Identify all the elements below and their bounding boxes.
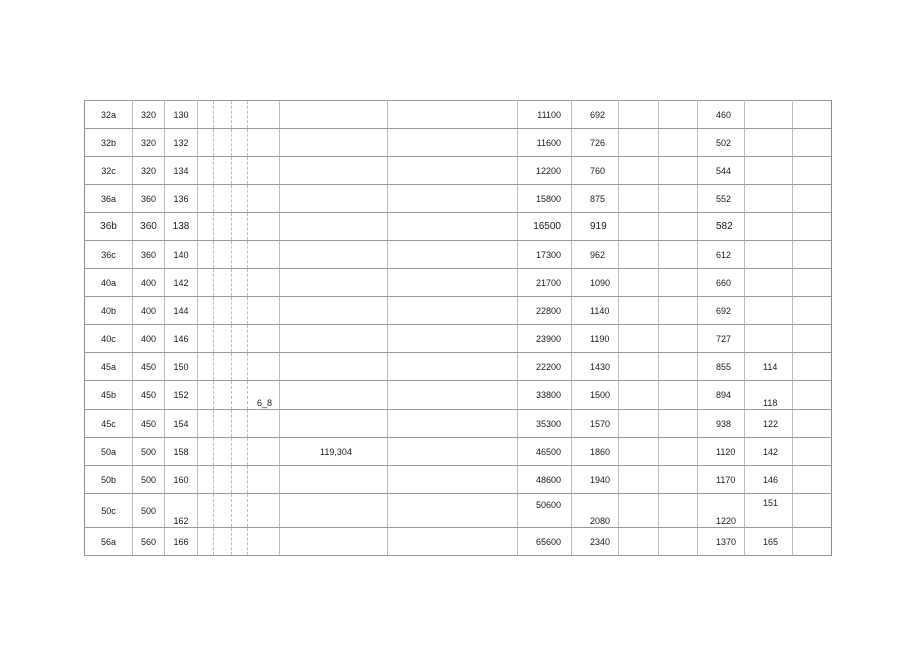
cell-height: 450 <box>133 381 165 410</box>
cell-wx: 1570 <box>572 410 619 438</box>
cell-iy: 582 <box>698 213 745 241</box>
cell-iy: 544 <box>698 157 745 185</box>
cell-empty <box>248 466 280 494</box>
cell-ix: 11600 <box>518 129 572 157</box>
cell-empty <box>214 241 232 269</box>
cell-iy: 894 <box>698 381 745 410</box>
cell-iy: 938 <box>698 410 745 438</box>
cell-model: 50b <box>85 466 133 494</box>
cell-height: 400 <box>133 325 165 353</box>
steel-section-table <box>84 100 832 556</box>
cell-empty <box>619 213 659 241</box>
cell-empty <box>619 466 659 494</box>
cell-ix: 16500 <box>518 213 572 241</box>
cell-model: 36a <box>85 185 133 213</box>
cell-wx: 962 <box>572 241 619 269</box>
cell-empty <box>232 325 248 353</box>
cell-wx: 1860 <box>572 438 619 466</box>
cell-empty <box>198 297 214 325</box>
table-row <box>85 129 832 157</box>
cell-empty <box>198 466 214 494</box>
cell-empty <box>793 213 832 241</box>
cell-flange-width: 146 <box>165 325 198 353</box>
cell-empty <box>388 269 518 297</box>
cell-height: 320 <box>133 157 165 185</box>
cell-empty <box>232 494 248 528</box>
cell-wy <box>745 101 793 129</box>
cell-empty <box>619 528 659 556</box>
cell-empty <box>619 410 659 438</box>
cell-empty <box>214 528 232 556</box>
thickness-annotation: 6_8 <box>257 398 273 408</box>
cell-empty <box>793 157 832 185</box>
cell-iy: 612 <box>698 241 745 269</box>
cell-empty <box>793 438 832 466</box>
cell-empty <box>659 129 698 157</box>
cell-empty <box>198 410 214 438</box>
cell-model: 32a <box>85 101 133 129</box>
cell-empty <box>619 129 659 157</box>
cell-empty <box>232 129 248 157</box>
cell-wy <box>745 325 793 353</box>
cell-empty <box>214 494 232 528</box>
cell-wy <box>745 241 793 269</box>
cell-empty <box>214 325 232 353</box>
cell-empty <box>388 381 518 410</box>
cell-wy: 146 <box>745 466 793 494</box>
cell-empty <box>248 213 280 241</box>
cell-empty <box>619 325 659 353</box>
cell-model: 40c <box>85 325 133 353</box>
cell-empty <box>214 353 232 381</box>
cell-empty <box>659 101 698 129</box>
cell-empty <box>232 353 248 381</box>
cell-ix: 35300 <box>518 410 572 438</box>
cell-ix: 21700 <box>518 269 572 297</box>
cell-flange-width: 130 <box>165 101 198 129</box>
cell-empty <box>280 410 388 438</box>
cell-iy: 727 <box>698 325 745 353</box>
cell-empty <box>388 297 518 325</box>
cell-flange-width: 134 <box>165 157 198 185</box>
cell-wx: 1940 <box>572 466 619 494</box>
cell-empty <box>248 353 280 381</box>
cell-empty <box>248 528 280 556</box>
cell-model: 45a <box>85 353 133 381</box>
cell-ix: 17300 <box>518 241 572 269</box>
cell-empty <box>198 269 214 297</box>
cell-empty <box>248 269 280 297</box>
cell-iy: 460 <box>698 101 745 129</box>
cell-height: 320 <box>133 101 165 129</box>
table-row <box>85 213 832 241</box>
cell-empty <box>280 466 388 494</box>
cell-empty <box>280 129 388 157</box>
cell-empty <box>793 466 832 494</box>
cell-empty <box>388 213 518 241</box>
cell-empty <box>214 129 232 157</box>
cell-empty <box>214 157 232 185</box>
cell-empty <box>280 213 388 241</box>
cell-empty <box>214 101 232 129</box>
cell-empty <box>659 528 698 556</box>
cell-flange-width: 140 <box>165 241 198 269</box>
cell-empty <box>793 410 832 438</box>
cell-empty <box>280 353 388 381</box>
cell-empty <box>619 157 659 185</box>
cell-empty <box>388 101 518 129</box>
cell-empty <box>198 528 214 556</box>
cell-empty <box>793 381 832 410</box>
table-row <box>85 269 832 297</box>
cell-model: 36b <box>85 213 133 241</box>
cell-empty <box>388 353 518 381</box>
cell-iy: 1220 <box>698 494 745 528</box>
cell-empty <box>793 241 832 269</box>
cell-empty <box>232 241 248 269</box>
cell-empty <box>232 101 248 129</box>
cell-empty <box>619 353 659 381</box>
cell-wy <box>745 129 793 157</box>
cell-empty <box>232 213 248 241</box>
cell-iy: 1370 <box>698 528 745 556</box>
cell-flange-width: 162 <box>165 494 198 528</box>
cell-model: 32c <box>85 157 133 185</box>
cell-ix: 22800 <box>518 297 572 325</box>
cell-empty <box>280 494 388 528</box>
table-row <box>85 438 832 466</box>
cell-wx: 1430 <box>572 353 619 381</box>
cell-empty <box>659 269 698 297</box>
cell-empty <box>214 269 232 297</box>
cell-empty <box>198 438 214 466</box>
cell-model: 45c <box>85 410 133 438</box>
cell-empty <box>388 410 518 438</box>
cell-empty <box>793 129 832 157</box>
table-row <box>85 494 832 528</box>
cell-empty <box>280 185 388 213</box>
cell-flange-width: 158 <box>165 438 198 466</box>
cell-empty <box>248 129 280 157</box>
cell-empty <box>214 410 232 438</box>
cell-empty <box>280 325 388 353</box>
cell-empty <box>214 438 232 466</box>
table-row <box>85 353 832 381</box>
cell-empty <box>248 241 280 269</box>
cell-empty <box>248 410 280 438</box>
cell-empty <box>659 213 698 241</box>
cell-model: 40a <box>85 269 133 297</box>
cell-ix: 15800 <box>518 185 572 213</box>
cell-empty <box>793 269 832 297</box>
cell-ix: 48600 <box>518 466 572 494</box>
cell-wy: 114 <box>745 353 793 381</box>
cell-empty <box>388 241 518 269</box>
cell-empty <box>232 381 248 410</box>
cell-iy: 692 <box>698 297 745 325</box>
cell-wx: 2080 <box>572 494 619 528</box>
cell-empty <box>198 157 214 185</box>
cell-empty <box>214 466 232 494</box>
cell-height: 360 <box>133 185 165 213</box>
cell-wx: 1190 <box>572 325 619 353</box>
cell-flange-width: 152 <box>165 381 198 410</box>
table-row <box>85 101 832 129</box>
cell-wy: 142 <box>745 438 793 466</box>
cell-empty <box>619 241 659 269</box>
cell-empty <box>388 325 518 353</box>
cell-empty <box>659 241 698 269</box>
cell-empty <box>198 185 214 213</box>
cell-empty <box>232 185 248 213</box>
cell-iy: 552 <box>698 185 745 213</box>
cell-empty <box>388 129 518 157</box>
cell-ix: 46500 <box>518 438 572 466</box>
cell-height: 450 <box>133 410 165 438</box>
cell-height: 360 <box>133 213 165 241</box>
cell-empty <box>248 101 280 129</box>
cell-empty <box>619 297 659 325</box>
cell-empty <box>659 185 698 213</box>
cell-empty <box>659 466 698 494</box>
cell-ix: 12200 <box>518 157 572 185</box>
cell-empty <box>280 528 388 556</box>
cell-empty <box>198 101 214 129</box>
cell-iy: 855 <box>698 353 745 381</box>
table-row <box>85 410 832 438</box>
cell-wy: 122 <box>745 410 793 438</box>
cell-wy: 165 <box>745 528 793 556</box>
cell-empty <box>659 157 698 185</box>
cell-model: 32b <box>85 129 133 157</box>
cell-empty <box>280 101 388 129</box>
cell-empty <box>198 353 214 381</box>
cell-empty <box>280 241 388 269</box>
cell-empty <box>280 381 388 410</box>
table-row <box>85 241 832 269</box>
cell-wy <box>745 269 793 297</box>
cell-empty <box>793 528 832 556</box>
cell-empty <box>248 494 280 528</box>
cell-empty <box>659 438 698 466</box>
cell-iy: 660 <box>698 269 745 297</box>
cell-height: 360 <box>133 241 165 269</box>
cell-empty <box>793 494 832 528</box>
cell-empty <box>214 297 232 325</box>
cell-wx: 1500 <box>572 381 619 410</box>
cell-flange-width: 144 <box>165 297 198 325</box>
cell-empty <box>232 157 248 185</box>
cell-model: 56a <box>85 528 133 556</box>
cell-ix: 65600 <box>518 528 572 556</box>
cell-flange-width: 150 <box>165 353 198 381</box>
cell-empty <box>232 297 248 325</box>
area-annotation: 119,304 <box>320 447 352 457</box>
cell-empty <box>619 381 659 410</box>
cell-empty <box>214 213 232 241</box>
cell-empty <box>619 494 659 528</box>
cell-wx: 2340 <box>572 528 619 556</box>
cell-height: 320 <box>133 129 165 157</box>
cell-empty <box>248 297 280 325</box>
cell-wx: 760 <box>572 157 619 185</box>
cell-empty <box>280 157 388 185</box>
cell-empty <box>619 438 659 466</box>
cell-empty <box>232 438 248 466</box>
cell-empty <box>232 528 248 556</box>
cell-flange-width: 136 <box>165 185 198 213</box>
cell-empty <box>248 157 280 185</box>
cell-wx: 919 <box>572 213 619 241</box>
cell-height: 500 <box>133 494 165 528</box>
cell-flange-width: 160 <box>165 466 198 494</box>
cell-height: 400 <box>133 297 165 325</box>
cell-flange-width: 142 <box>165 269 198 297</box>
cell-wx: 875 <box>572 185 619 213</box>
cell-empty <box>619 101 659 129</box>
table-row <box>85 381 832 410</box>
cell-ix: 11100 <box>518 101 572 129</box>
table-row <box>85 325 832 353</box>
cell-empty <box>388 466 518 494</box>
cell-empty <box>793 353 832 381</box>
cell-empty <box>793 297 832 325</box>
cell-wy <box>745 157 793 185</box>
cell-wx: 692 <box>572 101 619 129</box>
cell-empty <box>659 325 698 353</box>
cell-wy: 118 <box>745 381 793 410</box>
cell-empty <box>793 325 832 353</box>
cell-empty <box>388 438 518 466</box>
cell-wy <box>745 213 793 241</box>
cell-empty <box>198 213 214 241</box>
cell-empty <box>659 494 698 528</box>
cell-empty <box>248 438 280 466</box>
cell-model: 50a <box>85 438 133 466</box>
cell-empty <box>388 528 518 556</box>
cell-empty <box>198 381 214 410</box>
cell-height: 500 <box>133 438 165 466</box>
table-row <box>85 528 832 556</box>
cell-empty <box>214 381 232 410</box>
cell-empty <box>388 157 518 185</box>
cell-empty <box>659 381 698 410</box>
cell-empty <box>198 494 214 528</box>
cell-height: 450 <box>133 353 165 381</box>
cell-iy: 1170 <box>698 466 745 494</box>
cell-model: 50c <box>85 494 133 528</box>
cell-height: 560 <box>133 528 165 556</box>
cell-flange-width: 166 <box>165 528 198 556</box>
cell-ix: 23900 <box>518 325 572 353</box>
cell-empty <box>214 185 232 213</box>
cell-empty <box>388 494 518 528</box>
cell-model: 36c <box>85 241 133 269</box>
cell-empty <box>619 269 659 297</box>
cell-empty <box>793 101 832 129</box>
cell-empty <box>388 185 518 213</box>
cell-flange-width: 138 <box>165 213 198 241</box>
cell-wy <box>745 297 793 325</box>
cell-model: 45b <box>85 381 133 410</box>
table-row <box>85 185 832 213</box>
cell-empty <box>198 325 214 353</box>
cell-wx: 1140 <box>572 297 619 325</box>
cell-iy: 1120 <box>698 438 745 466</box>
cell-empty <box>248 325 280 353</box>
cell-empty <box>232 269 248 297</box>
table-row <box>85 297 832 325</box>
cell-empty <box>198 241 214 269</box>
cell-wy: 151 <box>745 494 793 528</box>
cell-wy <box>745 185 793 213</box>
table-row <box>85 157 832 185</box>
cell-empty <box>793 185 832 213</box>
cell-ix: 50600 <box>518 494 572 528</box>
cell-flange-width: 154 <box>165 410 198 438</box>
cell-empty <box>659 297 698 325</box>
cell-empty <box>232 410 248 438</box>
cell-flange-width: 132 <box>165 129 198 157</box>
table-row <box>85 466 832 494</box>
cell-empty <box>280 297 388 325</box>
cell-height: 400 <box>133 269 165 297</box>
cell-wx: 1090 <box>572 269 619 297</box>
cell-empty <box>619 185 659 213</box>
cell-ix: 22200 <box>518 353 572 381</box>
cell-empty <box>659 410 698 438</box>
cell-empty <box>248 185 280 213</box>
cell-iy: 502 <box>698 129 745 157</box>
cell-height: 500 <box>133 466 165 494</box>
cell-empty <box>659 353 698 381</box>
cell-model: 40b <box>85 297 133 325</box>
cell-empty <box>198 129 214 157</box>
cell-empty <box>280 269 388 297</box>
cell-empty <box>232 466 248 494</box>
cell-ix: 33800 <box>518 381 572 410</box>
cell-wx: 726 <box>572 129 619 157</box>
